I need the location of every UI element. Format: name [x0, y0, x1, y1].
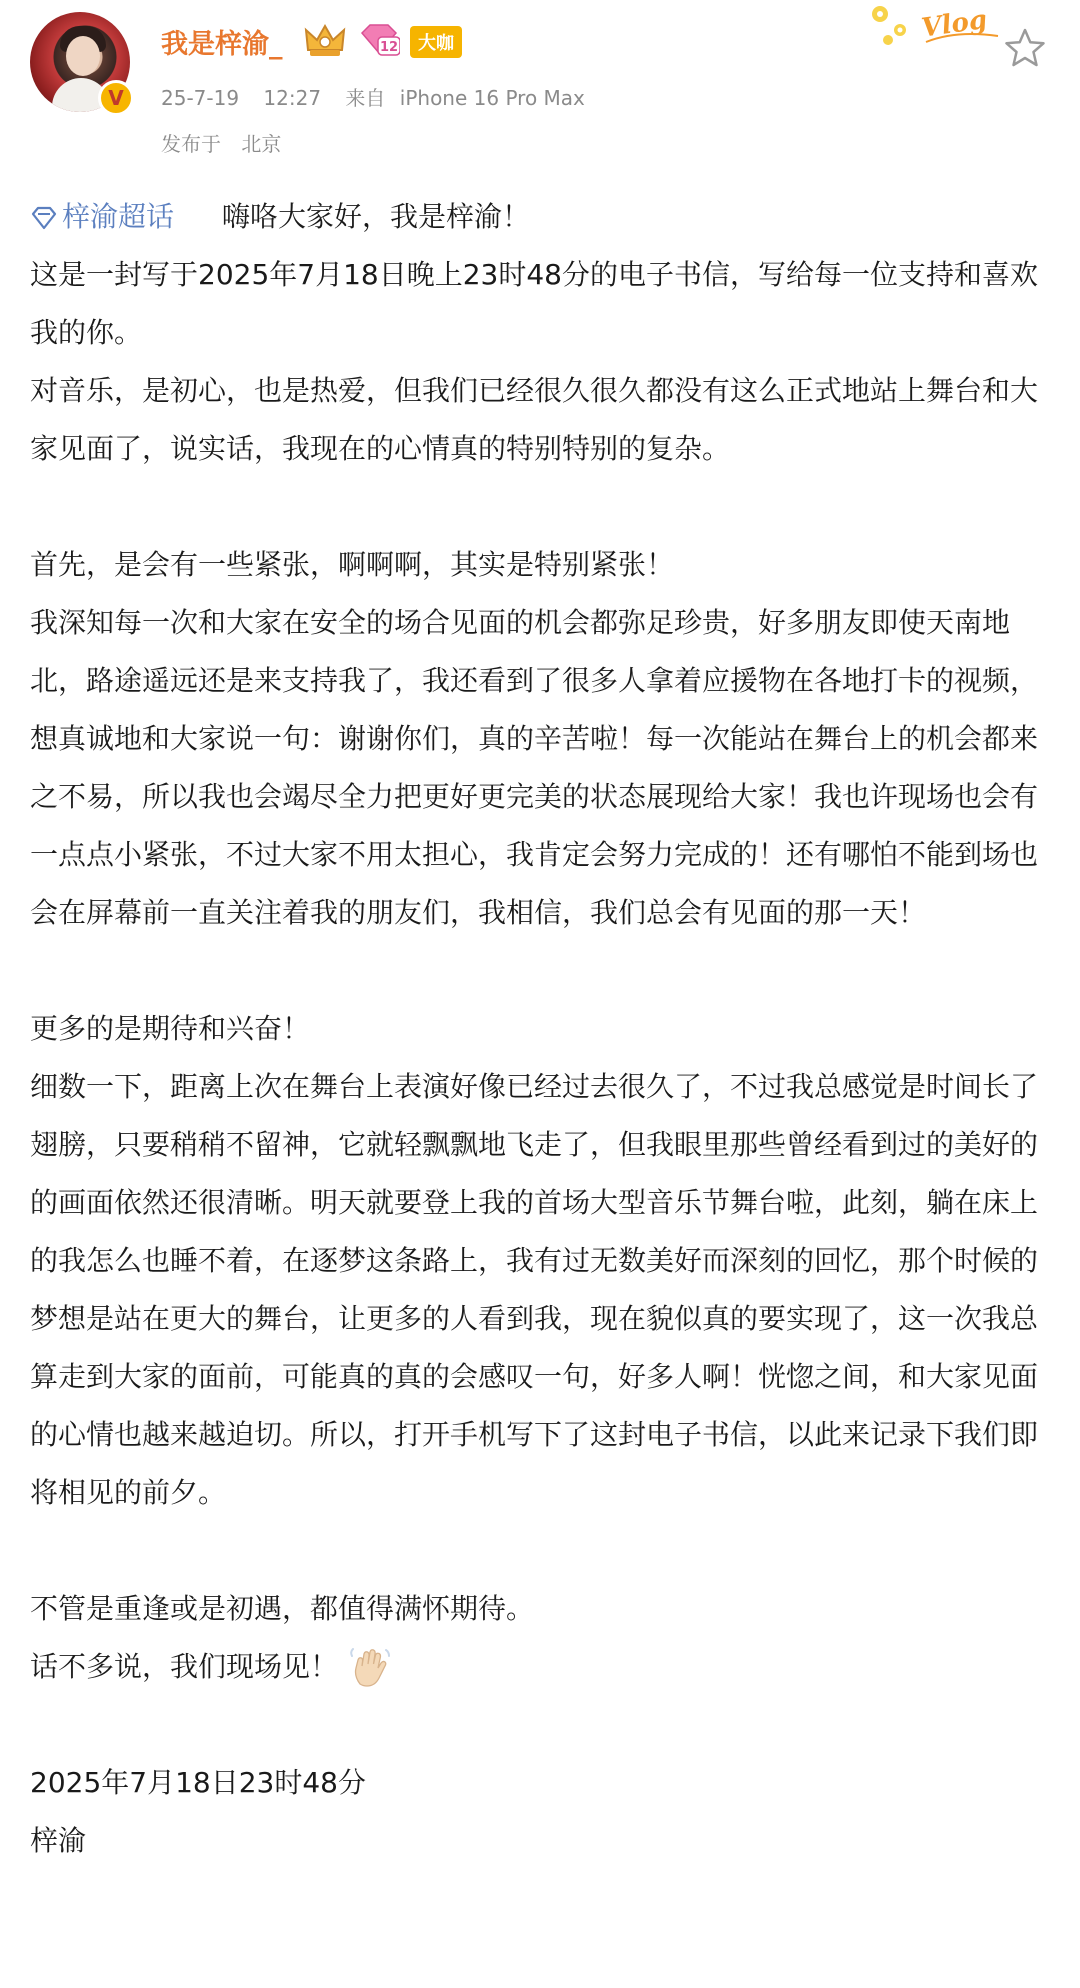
post-content [30, 188, 1050, 1870]
bigv-badge[interactable]: 大咖 [410, 26, 462, 58]
diamond-icon [30, 206, 58, 230]
supertopic-link[interactable] [30, 200, 174, 233]
verified-badge-icon: V [98, 80, 134, 116]
first-line [30, 188, 1050, 246]
paragraph: 这是一封写于2025年7月18日晚上23时48分的电子书信，写给每一位支持和喜欢我的你。 [30, 258, 1038, 349]
crown-badge-icon[interactable] [302, 20, 348, 60]
closing-line [30, 1638, 1050, 1696]
paragraph: 我深知每一次和大家在安全的场合见面的机会都弥足珍贵，好多朋友即使天南地北，路途遥远还是来支持我了，我还看到了很多人拿着应援物在各地打卡的视频，想真诚地和大家说一句：谢谢你们，真的辛苦啦！每一次能站在舞台上的机会都来之不易，所以我也会竭尽全力把更好更完美的状态展现给大家！我也许现场也会有一点点小紧张，不过大家不用太担心，我肯定会努力完成的！还有哪怕不能到场也会在屏幕前一直关注着我的朋友们，我相信，我们总会有见面的那一天！ [30, 606, 1039, 929]
post-location [161, 128, 295, 157]
paragraph: 首先，是会有一些紧张，啊啊啊，其实是特别紧张！ [30, 548, 675, 581]
signature-name: 梓渝 [30, 1824, 87, 1857]
author-name[interactable]: 我是梓渝_ [161, 29, 283, 60]
post-header [0, 0, 1080, 190]
signature-date: 2025年7月18日23时48分 [30, 1766, 366, 1799]
post-date: 25-7-19 [161, 86, 240, 110]
star-icon[interactable] [1001, 24, 1049, 72]
vlog-sticker-icon [866, 0, 1006, 50]
waving-hand-icon [348, 1646, 392, 1690]
paragraph: 更多的是期待和兴奋！ [30, 1012, 311, 1045]
paragraph: 不管是重逢或是初遇，都值得满怀期待。 [30, 1592, 535, 1625]
paragraph: 细数一下，距离上次在舞台上表演好像已经过去很久了，不过我总感觉是时间长了翅膀，只要稍稍不留神，它就轻飘飘地飞走了，但我眼里那些曾经看到过的美好的的画面依然还很清晰。明天就要登上我的首场大型音乐节舞台啦，此刻，躺在床上的我怎么也睡不着，在逐梦这条路上，我有过无数美好而深刻的回忆，那个时候的梦想是站在更大的舞台，让更多的人看到我，现在貌似真的要实现了，这一次我总算走到大家的面前，可能真的真的会感叹一句，好多人啊！恍惚之间，和大家见面的心情也越来越迫切。所以，打开手机写下了这封电子书信，以此来记录下我们即将相见的前夕。 [30, 1070, 1039, 1509]
spacer [30, 478, 1050, 536]
location-value: 北京 [241, 132, 282, 156]
spacer [30, 1522, 1050, 1580]
spacer [30, 1696, 1050, 1754]
supertopic-label[interactable]: 梓渝超话 [62, 200, 175, 233]
spacer [30, 942, 1050, 1000]
level-diamond-icon[interactable] [358, 23, 400, 57]
post-time: 12:27 [263, 86, 322, 110]
paragraph: 对音乐，是初心，也是热爱，但我们已经很久很久都没有这么正式地站上舞台和大家见面了，说实话，我现在的心情真的特别特别的复杂。 [30, 374, 1039, 465]
post-meta [161, 82, 603, 111]
level-number: 12 [379, 40, 399, 55]
location-label: 发布于 [161, 132, 221, 156]
source-prefix: 来自 [345, 86, 386, 110]
greeting-text: 嗨咯大家好，我是梓渝！ [222, 200, 531, 233]
closing-text: 话不多说，我们现场见！ [30, 1650, 339, 1683]
source-device: iPhone 16 Pro Max [399, 86, 585, 110]
sticker-text: Vlog [919, 4, 989, 44]
